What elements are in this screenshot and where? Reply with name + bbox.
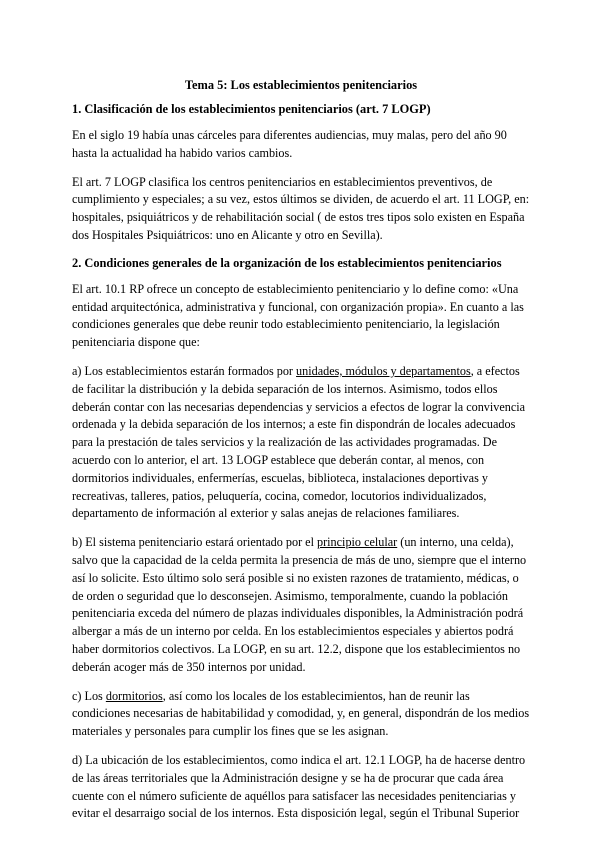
item-a-underlined-term: unidades, módulos y departamentos [296, 363, 471, 378]
item-b-underlined-term: principio celular [317, 535, 398, 550]
section-2-item-c [72, 688, 530, 741]
section-2-heading: 2. Condiciones generales de la organización de los establecimientos penitenciarios [72, 255, 502, 270]
item-b-text-start: b) El sistema penitenciario estará orientado por el [72, 535, 318, 550]
section-2-item-a [72, 363, 530, 523]
item-c-text-end: , así como los locales de los establecimientos, han de reunir las condiciones necesarias de habitabilidad y comodidad, y, en general, dispondrán de los medios materiales y personales para cumplir los fines que se les asignan. [72, 688, 530, 739]
item-c-underlined-term: dormitorios [105, 688, 163, 703]
item-a-text-start: a) Los establecimientos estarán formados por [72, 363, 297, 378]
item-a-text-end: , a efectos de facilitar la distribución y la debida separación de los internos. Asimismo, todos ellos deberán contar con las necesarias dependencias y servicios a efectos de lograr la convivencia ordenada y la debida separación de los internos; a este fin dispondrán de locales adecuados para la prestación de tales servicios y la realización de las actividades programadas. De acuerdo con lo anterior, el art. 13 LOGP establece que deberán contar, al menos, con dormitorios individuales, enfermerías, escuelas, biblioteca, instalaciones deportivas y recreativas, talleres, patios, peluquería, cocina, comedor, locutorios individualizados, departamento de información al exterior y salas anejas de relaciones familiares. [72, 363, 526, 521]
item-c-text-start: c) Los [72, 688, 106, 703]
section-2-item-d: d) La ubicación de los establecimientos, como indica el art. 12.1 LOGP, ha de hacerse dentro de las áreas territoriales que la Administración designe y se ha de procurar que cada área cuente con el número suficiente de aquéllos para satisfacer las necesidades penitenciarias y evitar el desarraigo social de los internos. Esta disposición legal, según el Tribunal Superior [72, 752, 526, 821]
section-1-paragraph-2: El art. 7 LOGP clasifica los centros penitenciarios en establecimientos preventivos, de cumplimiento y especiales; a su vez, estos últimos se dividen, de acuerdo el art. 11 LOGP, en: hospitales, psiquiátricos y de rehabilitación social ( de estos tres tipos solo existen en España dos Hospitales Psiquiátricos: uno en Alicante y otro en Sevilla). [72, 174, 530, 242]
section-2-item-b [72, 534, 530, 676]
section-2-intro: El art. 10.1 RP ofrece un concepto de establecimiento penitenciario y lo define como: «Una entidad arquitectónica, administrativa y funcional, con organización propia». En cuanto a las condiciones generales que debe reunir todo establecimiento penitenciario, la legislación penitenciaria dispone que: [72, 281, 524, 350]
section-1-heading: 1. Clasificación de los establecimientos penitenciarios (art. 7 LOGP) [72, 102, 431, 116]
document-title: Tema 5: Los establecimientos penitenciarios [184, 78, 418, 92]
item-b-text-end: (un interno, una celda), salvo que la capacidad de la celda permita la presencia de más de uno, siempre que el interno así lo solicite. Esto último solo será posible si no existen razones de tratamiento, médicas, o de orden o seguridad que lo desconsejen. Asimismo, temporalmente, cuando la población penitenciaria exceda del número de plazas individuales disponibles, la Administración podrá albergar a más de un interno por celda. En los establecimientos especiales y abiertos podrá haber dormitorios colectivos. La LOGP, en su art. 12.2, dispone que los establecimientos no deberán acoger más de 350 internos por unidad. [72, 535, 527, 674]
document-page [72, 78, 530, 834]
section-1-paragraph-1: En el siglo 19 había unas cárceles para diferentes audiencias, muy malas, pero del año 90 hasta la actualidad ha habido varios cambios. [72, 128, 507, 160]
